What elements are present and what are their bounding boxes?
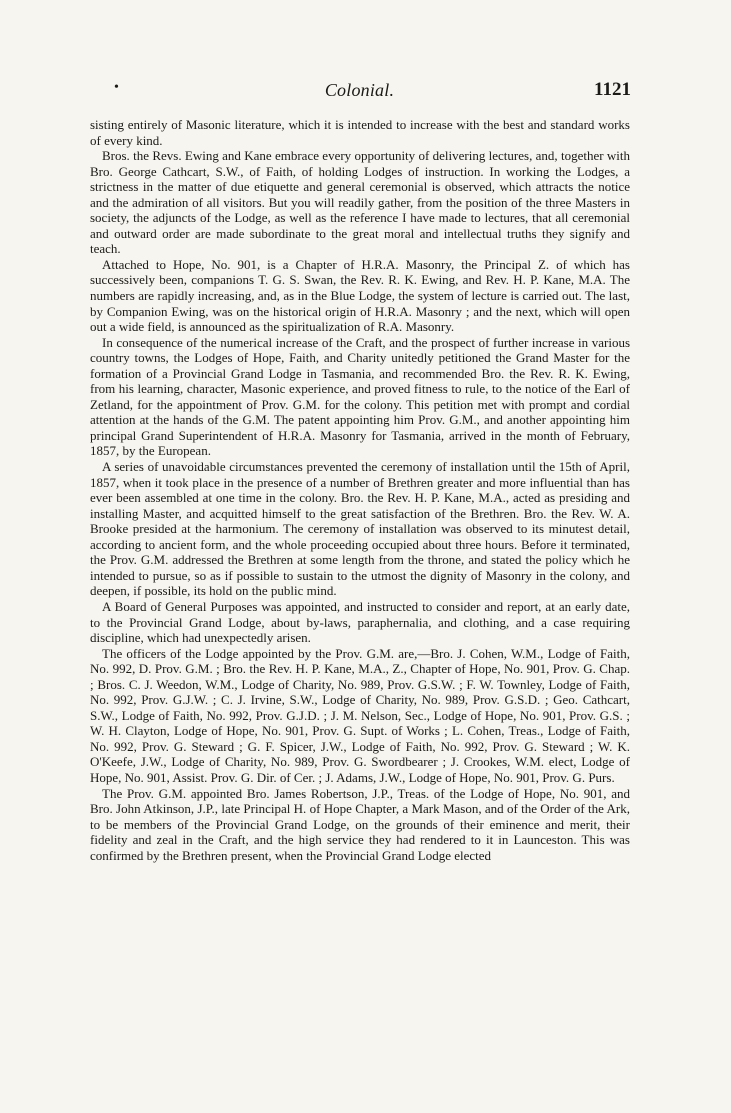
- paragraph-installation: A series of unavoidable circumstances prevented the ceremony of installation until the 15th of April, 1857, when it took place in the presence of a number of Brethren greater and more influential than has ever been assembled at one time in the colony. Bro. the Rev. H. P. Kane, M.A., acted as presiding and installing Master, and acquitted himself to the great satisfaction of the Brethren. Bro. the Rev. W. A. Brooke presided at the harmonium. The ceremony of installation was observed to its minutest detail, according to ancient form, and the whole proceeding occupied about three hours. Before it terminated, the Prov. G.M. addressed the Brethren at some length from the throne, and stated the policy which he intended to pursue, so as if possible to sustain to the utmost the dignity of Masonry in the colony, and deepen, if possible, its hold on the public mind.: [90, 459, 630, 599]
- header-mark: •: [114, 80, 119, 95]
- paragraph-continuation: sisting entirely of Masonic literature, which it is intended to increase with the best and standard works of every kind.: [90, 117, 630, 148]
- paragraph-lectures: Bros. the Revs. Ewing and Kane embrace every opportunity of delivering lectures, and, together with Bro. George Cathcart, S.W., of Faith, of holding Lodges of instruction. In working the Lodges, a strictness in the matter of due etiquette and general ceremonial is observed, which attracts the notice and the admiration of all visitors. But you will readily gather, from the position of the three Masters in society, the adjuncts of the Lodge, as well as the reference I have made to lectures, that all ceremonial and outward order are made subordinate to the great moral and intellectual truths they signify and teach.: [90, 148, 630, 257]
- page-number: 1121: [594, 79, 631, 100]
- page-header: [88, 80, 631, 104]
- paragraph-board-purposes: A Board of General Purposes was appointed, and instructed to consider and report, at an early date, to the Provincial Grand Lodge, about by-laws, paraphernalia, and clothing, and a case requiring discipline, which had unexpectedly arisen.: [90, 598, 630, 646]
- paragraph-officers: The officers of the Lodge appointed by the Prov. G.M. are,—Bro. J. Cohen, W.M., Lodge of Faith, No. 992, D. Prov. G.M. ; Bro. the Rev. H. P. Kane, M.A., Z., Chapter of Hope, No. 901, Prov. G. Chap. ; Bros. C. J. Weedon, W.M., Lodge of Charity, No. 989, Prov. G.S.W. ; F. W. Townley, Lodge of Faith, No. 992, Prov. G.J.W. ; C. J. Irvine, S.W., Lodge of Charity, No. 989, Prov. G.S.D. ; Geo. Cathcart, S.W., Lodge of Faith, No. 992, Prov. G.J.D. ; J. M. Nelson, Sec., Lodge of Hope, No. 901, Prov. G.S. ; W. H. Clayton, Lodge of Hope, No. 901, Prov. G. Supt. of Works ; L. Cohen, Treas., Lodge of Faith, No. 992, Prov. G. Steward ; G. F. Spicer, J.W., Lodge of Faith, No. 992, Prov. G. Steward ; W. K. O'Keefe, J.W., Lodge of Charity, No. 989, Prov. G. Swordbearer ; J. Crookes, W.M. elect, Lodge of Hope, No. 901, Assist. Prov. G. Dir. of Cer. ; J. Adams, J.W., Lodge of Hope, No. 901, Prov. G. Purs.: [90, 645, 630, 785]
- paragraph-chapter-hope: Attached to Hope, No. 901, is a Chapter of H.R.A. Masonry, the Principal Z. of which has successively been, companions T. G. S. Swan, the Rev. R. K. Ewing, and Rev. H. P. Kane, M.A. The numbers are rapidly increasing, and, as in the Blue Lodge, the system of lecture is carried out. The last, by Companion Ewing, was on the historical origin of H.R.A. Masonry ; and the next, which will open out a wide field, is announced as the spiritualization of R.A. Masonry.: [90, 256, 630, 335]
- paragraph-provincial-petition: In consequence of the numerical increase of the Craft, and the prospect of further increase in various country towns, the Lodges of Hope, Faith, and Charity unitedly petitioned the Grand Master for the formation of a Provincial Grand Lodge in Tasmania, and recommended Bro. the Rev. R. K. Ewing, from his learning, character, Masonic experience, and proved fitness to rule, to the notice of the Earl of Zetland, for the appointment of Prov. G.M. for the colony. This petition met with prompt and cordial attention at the hands of the G.M. The patent appointing him Prov. G.M., and another appointing him principal Grand Superintendent of H.R.A. Masonry for Tasmania, arrived in the month of February, 1857, by the European.: [90, 334, 630, 459]
- body-text: [90, 117, 630, 863]
- paragraph-appointments: The Prov. G.M. appointed Bro. James Robertson, J.P., Treas. of the Lodge of Hope, No. 901, and Bro. John Atkinson, J.P., late Principal H. of Hope Chapter, a Mark Mason, and of the Order of the Ark, to be members of the Provincial Grand Lodge, on the grounds of their eminence and merit, their fidelity and zeal in the Craft, and the high service they had rendered to it in Launceston. This was confirmed by the Brethren present, when the Provincial Grand Lodge elected: [90, 785, 630, 863]
- running-title: Colonial.: [324, 80, 395, 100]
